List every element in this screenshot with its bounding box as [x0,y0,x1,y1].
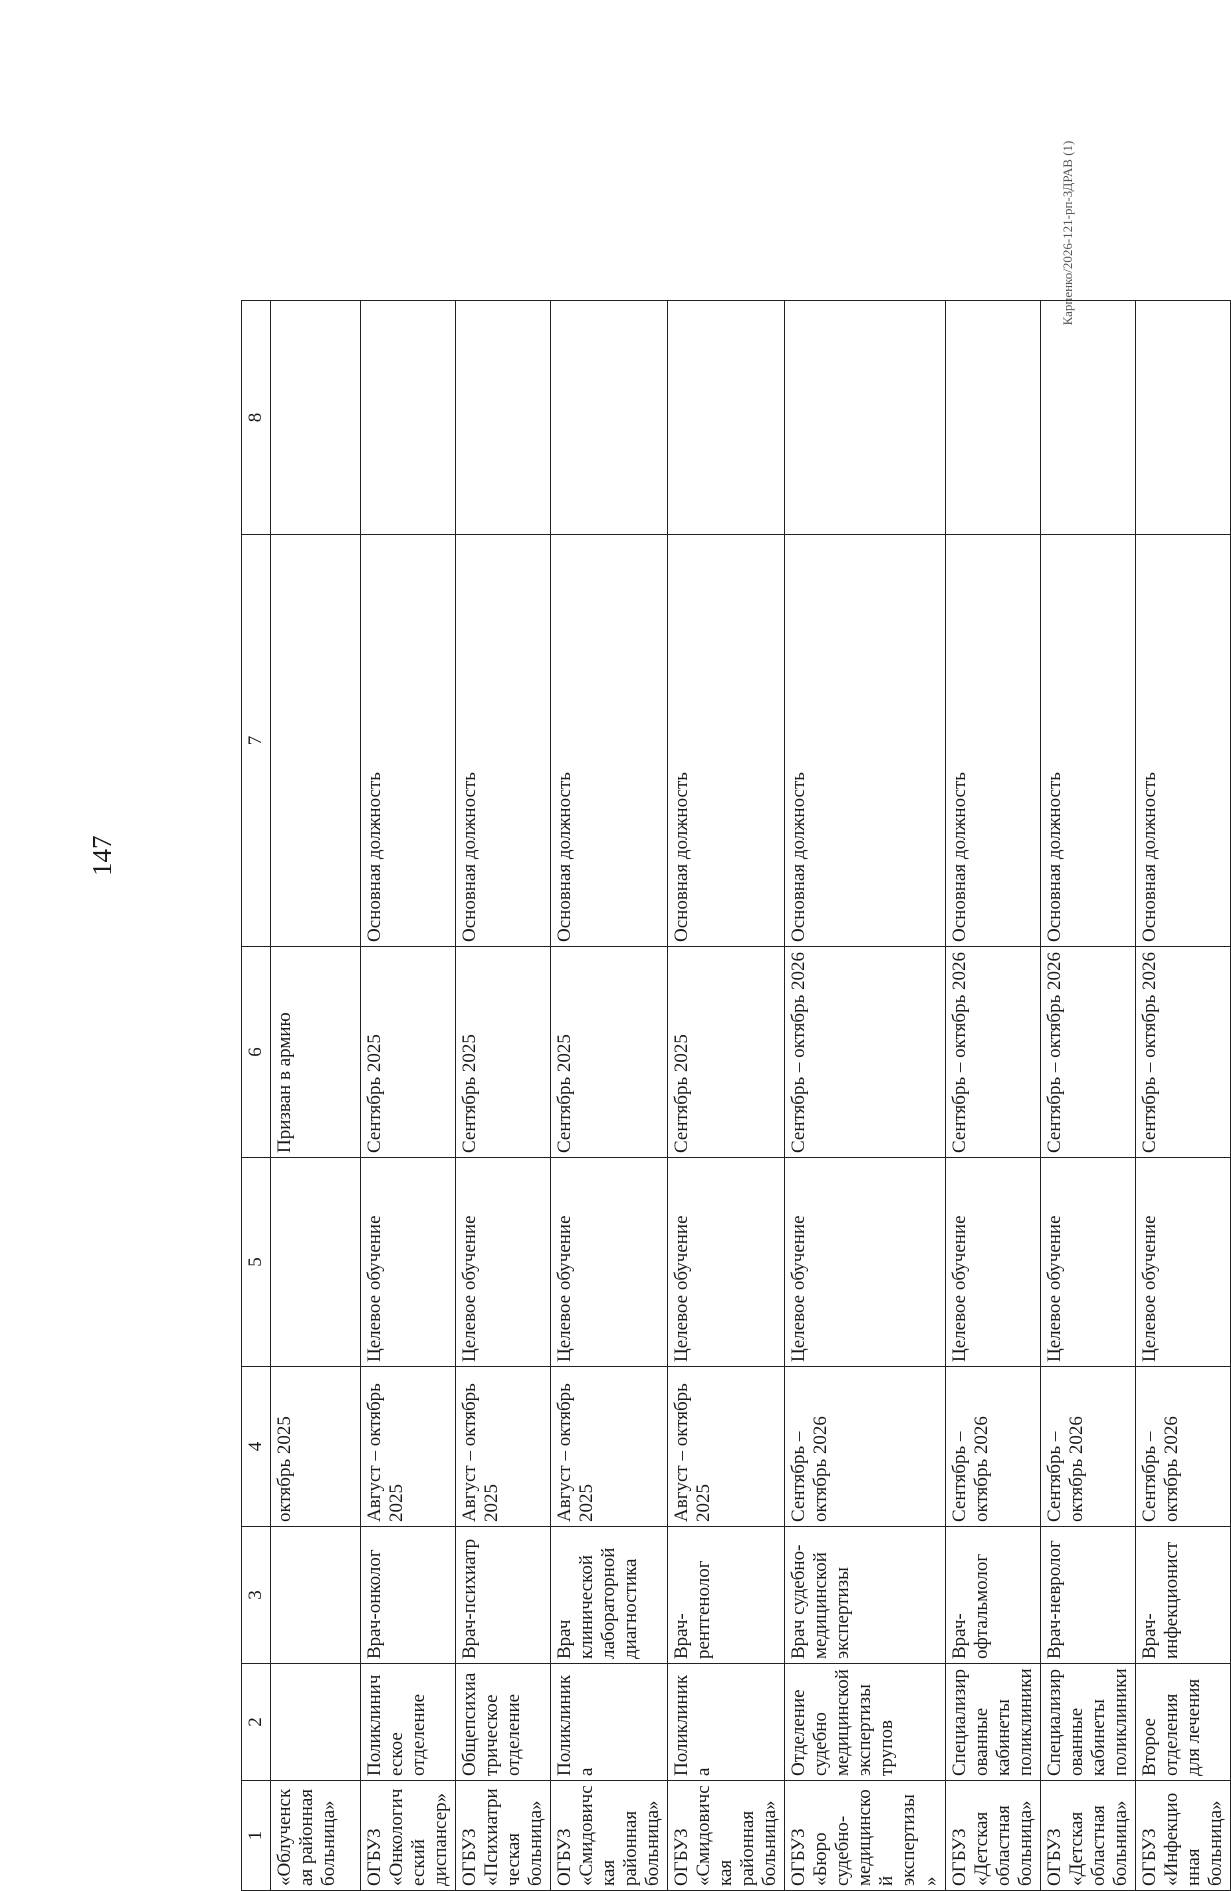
position-cell: Врач-офтальмолог [946,1527,1041,1664]
training-type-cell: Целевое обучение [1136,1158,1231,1367]
table-row [1041,301,1136,1891]
note-cell [668,301,785,535]
organization-cell: ОГБУЗ «Смидовичская районная больница» [551,1781,668,1891]
training-type-cell: Целевое обучение [668,1158,785,1367]
training-type-cell: Целевое обучение [456,1158,551,1367]
position-cell: Врач судебно-медицинской экспертизы [785,1527,946,1664]
note-cell [785,301,946,535]
table-row [785,301,946,1891]
organization-cell: ОГБУЗ «Психиатрическая больница» [456,1781,551,1891]
table-row [551,301,668,1891]
position-type-cell [271,535,361,947]
department-cell: Отделение судебно медицинской экспертизы трупов [785,1664,946,1781]
start-date-cell: Сентябрь 2025 [668,947,785,1158]
column-number-3: 3 [242,1527,271,1664]
start-date-cell: Сентябрь 2025 [361,947,456,1158]
column-number-4: 4 [242,1367,271,1527]
period-cell: Сентябрь – октябрь 2026 [1041,1367,1136,1527]
department-cell: Общепсихиатрическое отделение [456,1664,551,1781]
table-row [271,301,361,1891]
department-cell: Специализированные кабинеты поликлиники [1041,1664,1136,1781]
position-type-cell: Основная должность [785,535,946,947]
column-number-6: 6 [242,947,271,1158]
department-cell: Специализированные кабинеты поликлиники [946,1664,1041,1781]
department-cell: Второе отделения для лечения [1136,1664,1231,1781]
start-date-cell: Сентябрь 2025 [551,947,668,1158]
page-number: 147 [87,835,117,876]
period-cell: Август – октябрь 2025 [456,1367,551,1527]
note-cell [1041,301,1136,535]
organization-cell: ОГБУЗ «Детская областная больница» [946,1781,1041,1891]
note-cell [271,301,361,535]
department-cell: Поликлиническое отделение [361,1664,456,1781]
note-cell [456,301,551,535]
start-date-cell: Сентябрь – октябрь 2026 [1041,947,1136,1158]
period-cell: октябрь 2025 [271,1367,361,1527]
column-number-2: 2 [242,1664,271,1781]
period-cell: Сентябрь – октябрь 2026 [1136,1367,1231,1527]
document-code: Карпенко/2026-121-рп-ЗДРАВ (1) [1060,140,1075,326]
staffing-table [241,300,1231,1891]
staffing-table-wrapper [241,301,1226,1891]
table-row [456,301,551,1891]
start-date-cell: Призван в армию [271,947,361,1158]
period-cell: Август – октябрь 2025 [668,1367,785,1527]
start-date-cell: Сентябрь – октябрь 2026 [785,947,946,1158]
note-cell [1136,301,1231,535]
organization-cell: ОГБУЗ «Инфекционная больница» [1136,1781,1231,1891]
position-type-cell: Основная должность [1041,535,1136,947]
department-cell [271,1664,361,1781]
training-type-cell: Целевое обучение [785,1158,946,1367]
organization-cell: ОГБУЗ «Бюро судебно-медицинской экспертизы» [785,1781,946,1891]
note-cell [551,301,668,535]
table-row [668,301,785,1891]
position-cell: Врач клинической лабораторной диагностика [551,1527,668,1664]
position-cell: Врач-рентгенолог [668,1527,785,1664]
organization-cell: «Облученская районная больница» [271,1781,361,1891]
column-number-5: 5 [242,1158,271,1367]
position-type-cell: Основная должность [668,535,785,947]
position-type-cell: Основная должность [361,535,456,947]
position-type-cell: Основная должность [946,535,1041,947]
period-cell: Август – октябрь 2025 [361,1367,456,1527]
department-cell: Поликлиника [551,1664,668,1781]
training-type-cell: Целевое обучение [946,1158,1041,1367]
training-type-cell: Целевое обучение [551,1158,668,1367]
training-type-cell: Целевое обучение [1041,1158,1136,1367]
column-number-8: 8 [242,301,271,535]
period-cell: Август – октябрь 2025 [551,1367,668,1527]
position-cell: Врач-психиатр [456,1527,551,1664]
start-date-cell: Сентябрь 2025 [456,947,551,1158]
position-cell: Врач-онколог [361,1527,456,1664]
position-type-cell: Основная должность [551,535,668,947]
training-type-cell: Целевое обучение [361,1158,456,1367]
note-cell [361,301,456,535]
start-date-cell: Сентябрь – октябрь 2026 [1136,947,1231,1158]
start-date-cell: Сентябрь – октябрь 2026 [946,947,1041,1158]
table-row [361,301,456,1891]
period-cell: Сентябрь – октябрь 2026 [785,1367,946,1527]
organization-cell: ОГБУЗ «Смидовичская районная больница» [668,1781,785,1891]
table-row [946,301,1041,1891]
position-cell: Врач-невролог [1041,1527,1136,1664]
table-row [1136,301,1231,1891]
position-type-cell: Основная должность [1136,535,1231,947]
position-type-cell: Основная должность [456,535,551,947]
position-cell: Врач-инфекционист [1136,1527,1231,1664]
position-cell [271,1527,361,1664]
training-type-cell [271,1158,361,1367]
column-number-7: 7 [242,535,271,947]
table-header-row [242,301,271,1891]
note-cell [946,301,1041,535]
organization-cell: ОГБУЗ «Детская областная больница» [1041,1781,1136,1891]
column-number-1: 1 [242,1781,271,1891]
period-cell: Сентябрь – октябрь 2026 [946,1367,1041,1527]
organization-cell: ОГБУЗ «Онкологический диспансер» [361,1781,456,1891]
department-cell: Поликлиника [668,1664,785,1781]
